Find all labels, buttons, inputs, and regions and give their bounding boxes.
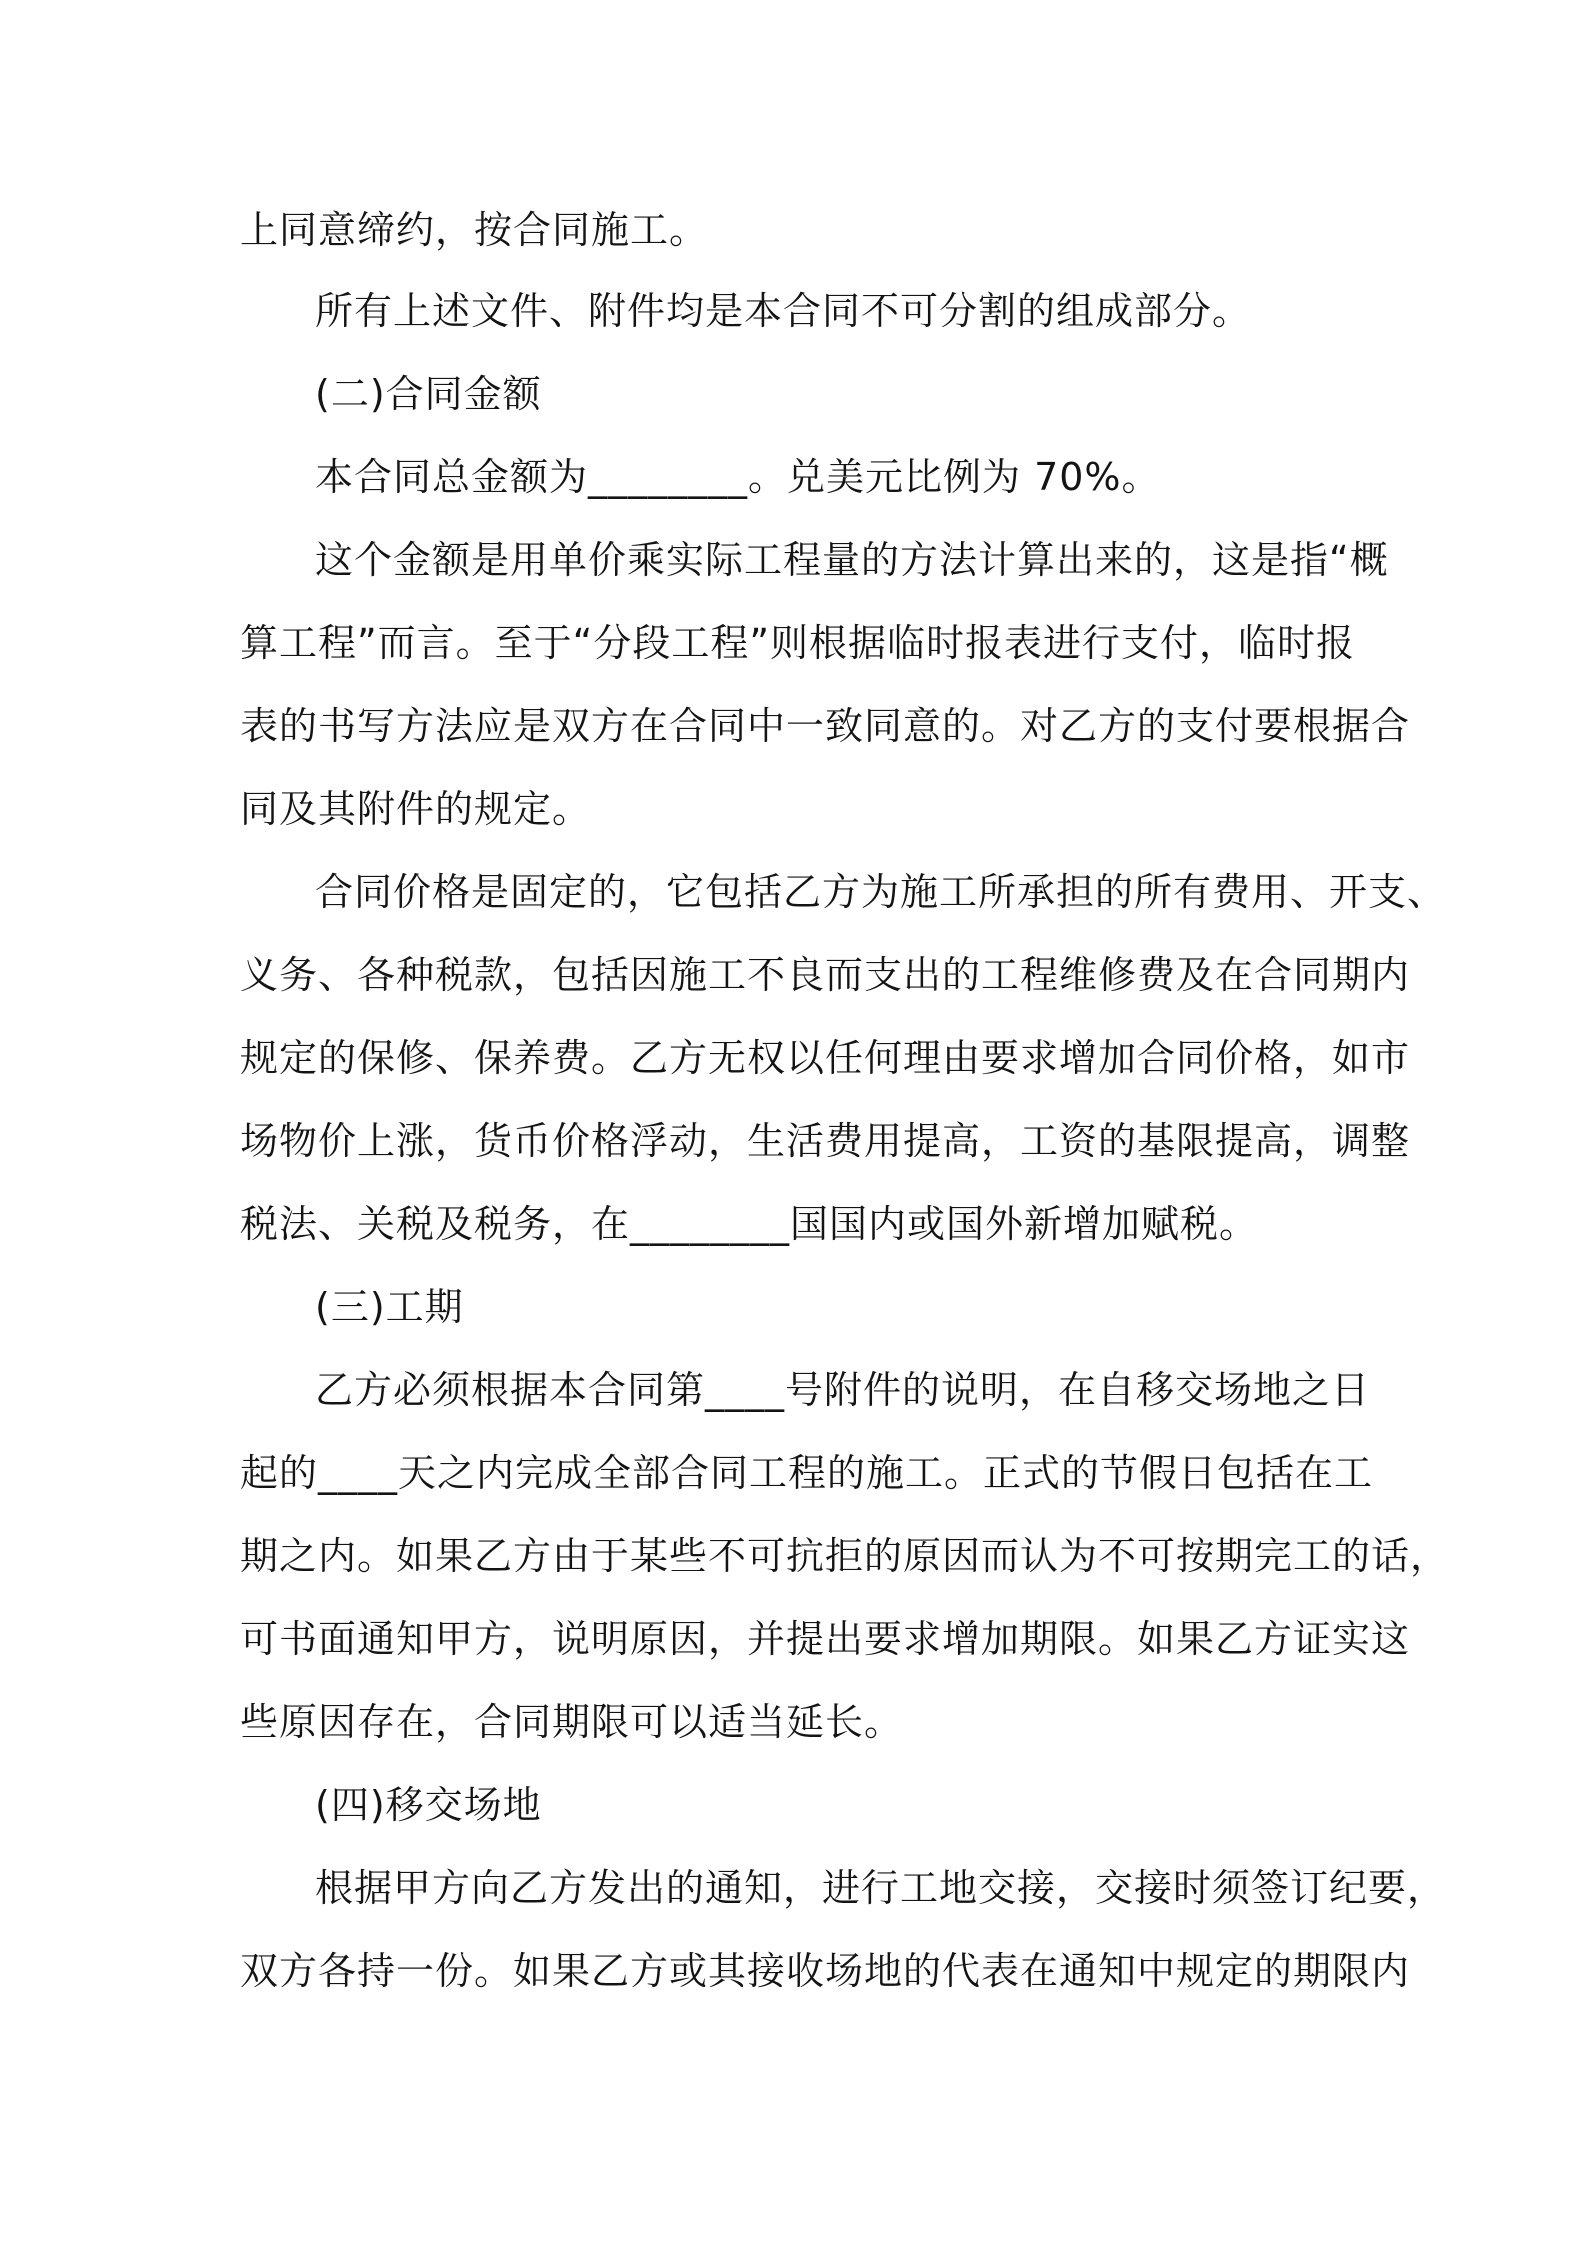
text-line: 这个金额是用单价乘实际工程量的方法计算出来的，这是指“概 xyxy=(315,538,1389,582)
text-line: 些原因存在，合同期限可以适当延长。 xyxy=(240,1700,904,1744)
text-line: 同及其附件的规定。 xyxy=(240,787,592,831)
text-line: 合同价格是固定的，它包括乙方为施工所承担的所有费用、开支、 xyxy=(315,870,1447,914)
text-line: 税法、关税及税务，在________国国内或国外新增加赋税。 xyxy=(240,1202,1259,1246)
text-line: 起的____天之内完成全部合同工程的施工。正式的节假日包括在工 xyxy=(240,1451,1374,1495)
section-heading: (三)工期 xyxy=(315,1285,464,1329)
text-line: 算工程”而言。至于“分段工程”则根据临时报表进行支付，临时报 xyxy=(240,621,1356,665)
text-line: 可书面通知甲方，说明原因，并提出要求增加期限。如果乙方证实这 xyxy=(240,1617,1411,1661)
text-line: 双方各持一份。如果乙方或其接收场地的代表在通知中规定的期限内 xyxy=(240,1949,1411,1993)
text-line: 所有上述文件、附件均是本合同不可分割的组成部分。 xyxy=(315,289,1252,333)
section-heading: (四)移交场地 xyxy=(315,1783,542,1827)
text-line: 义务、各种税款，包括因施工不良而支出的工程维修费及在合同期内 xyxy=(240,953,1411,997)
section-heading: (二)合同金额 xyxy=(315,372,542,416)
text-line: 场物价上涨，货币价格浮动，生活费用提高，工资的基限提高，调整 xyxy=(240,1119,1411,1163)
text-line: 规定的保修、保养费。乙方无权以任何理由要求增加合同价格，如市 xyxy=(240,1036,1411,1080)
text-line: 根据甲方向乙方发出的通知，进行工地交接，交接时须签订纪要， xyxy=(315,1866,1447,1910)
text-line: 表的书写方法应是双方在合同中一致同意的。对乙方的支付要根据合 xyxy=(240,704,1411,748)
text-line: 本合同总金额为________。兑美元比例为 70%。 xyxy=(315,455,1161,499)
text-line: 期之内。如果乙方由于某些不可抗拒的原因而认为不可按期完工的话， xyxy=(240,1534,1450,1578)
text-line: 上同意缔约，按合同施工。 xyxy=(240,208,709,252)
text-line: 乙方必须根据本合同第____号附件的说明，在自移交场地之日 xyxy=(315,1368,1371,1412)
